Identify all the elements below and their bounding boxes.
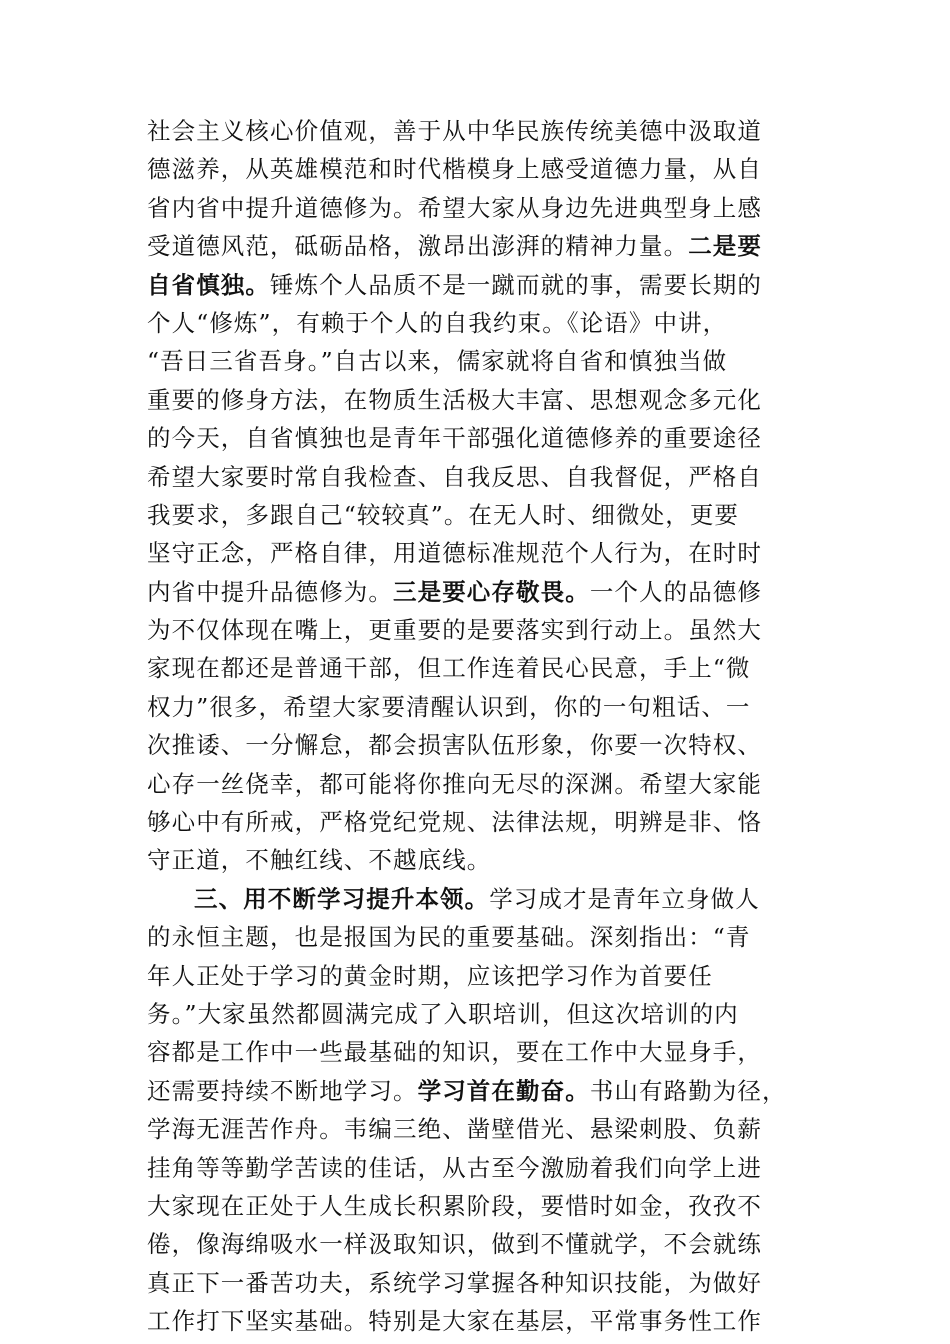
text-line [147,1110,807,1148]
text-segment: 真正下一番苦功夫，系统学习掌握各种知识技能，为做好 [147,1268,762,1297]
text-line [147,1187,807,1225]
text-segment: 次推诿、一分懈怠，都会损害队伍形象，你要一次特权、 [147,731,762,760]
text-segment: 务。”大家虽然都圆满完成了入职培训，但这次培训的内 [147,999,739,1028]
text-line [147,765,807,803]
text-line [147,381,807,419]
text-segment: 的今天，自省慎独也是青年干部强化道德修养的重要途径 [147,424,762,453]
text-segment: 守正道，不触红线、不越底线。 [147,846,492,875]
text-line [147,1225,807,1263]
text-segment: 家现在都还是普通干部，但工作连着民心民意，手上“微 [147,654,751,683]
text-line [147,534,807,572]
text-line [147,1302,807,1340]
text-segment: 还需要持续不断地学习。 [147,1076,418,1105]
text-segment: 权力”很多，希望大家要清醒认识到，你的一句粗话、一 [147,692,751,721]
text-line [147,803,807,841]
text-segment: 个人“修炼”，有赖于个人的自我约束。《论语》中讲， [147,308,728,337]
text-segment: 省内省中提升道德修为。希望大家从身边先进典型身上感 [147,193,762,222]
bold-text-segment: 三、用不断学习提升本领。 [194,884,490,913]
text-line [147,726,807,764]
text-segment: 够心中有所戒，严格党纪党规、法律法规，明辨是非、恪 [147,808,762,837]
text-line [147,496,807,534]
text-line [147,266,807,304]
text-segment: 社会主义核心价值观，善于从中华民族传统美德中汲取道 [147,117,762,145]
text-segment: 书山有路勤为径， [589,1076,787,1105]
text-line [147,458,807,496]
body-text [147,112,807,1341]
text-line [147,342,807,380]
text-line [147,688,807,726]
text-line [147,1072,807,1110]
text-segment: 内省中提升品德修为。 [147,577,393,606]
text-segment: 容都是工作中一些最基础的知识，要在工作中大显身手， [147,1038,762,1067]
text-line [147,611,807,649]
text-line [147,189,807,227]
text-segment: 学习成才是青年立身做人 [489,884,760,913]
text-line [147,304,807,342]
text-segment: 大家现在正处于人生成长积累阶段，要惜时如金，孜孜不 [147,1191,762,1220]
text-segment: 德滋养，从英雄模范和时代楷模身上感受道德力量，从自 [147,155,762,184]
text-line [147,841,807,879]
text-segment: 为不仅体现在嘴上，更重要的是要落实到行动上。虽然大 [147,616,762,645]
text-line [147,918,807,956]
text-line [147,150,807,188]
text-line [147,957,807,995]
text-line [147,227,807,265]
text-segment: 年人正处于学习的黄金时期，应该把学习作为首要任 [147,961,713,990]
text-segment: 的永恒主题，也是报国为民的重要基础。深刻指出：“青 [147,923,751,952]
text-segment: 坚守正念，严格自律，用道德标准规范个人行为，在时时 [147,539,762,568]
text-segment: 工作打下坚实基础。特别是大家在基层，平常事务性工作 [147,1307,762,1336]
text-segment: 受道德风范，砥砺品格，激昂出澎湃的精神力量。 [147,232,689,261]
text-segment: 倦，像海绵吸水一样汲取知识，做到不懂就学，不会就练 [147,1230,762,1259]
text-line [147,573,807,611]
text-segment: 一个人的品德修 [589,577,763,606]
text-segment: 我要求，多跟自己“较较真”。在无人时、细微处，更要 [147,500,740,529]
text-segment: 心存一丝侥幸，都可能将你推向无尽的深渊。希望大家能 [147,769,762,798]
text-line [147,995,807,1033]
bold-text-segment: 二是要 [688,232,763,261]
text-line [147,112,807,150]
text-segment: 希望大家要时常自我检查、自我反思、自我督促，严格自 [147,462,762,491]
text-segment: 重要的修身方法，在物质生活极大丰富、思想观念多元化 [147,385,762,414]
text-line [147,880,807,918]
text-line [147,649,807,687]
text-line [147,419,807,457]
bold-text-segment: 三是要心存敬畏。 [393,577,590,606]
text-line [147,1033,807,1071]
text-line [147,1264,807,1302]
bold-text-segment: 学习首在勤奋。 [417,1076,590,1105]
text-segment: 锤炼个人品质不是一蹴而就的事，需要长期的 [270,270,762,299]
text-segment: 挂角等等勤学苦读的佳话，从古至今激励着我们向学上进 [147,1153,762,1182]
text-line [147,1149,807,1187]
text-segment: 学海无涯苦作舟。韦编三绝、凿壁借光、悬梁刺股、负薪 [147,1115,762,1144]
bold-text-segment: 自省慎独。 [147,270,270,299]
text-segment: “吾日三省吾身。”自古以来，儒家就将自省和慎独当做 [147,347,728,376]
